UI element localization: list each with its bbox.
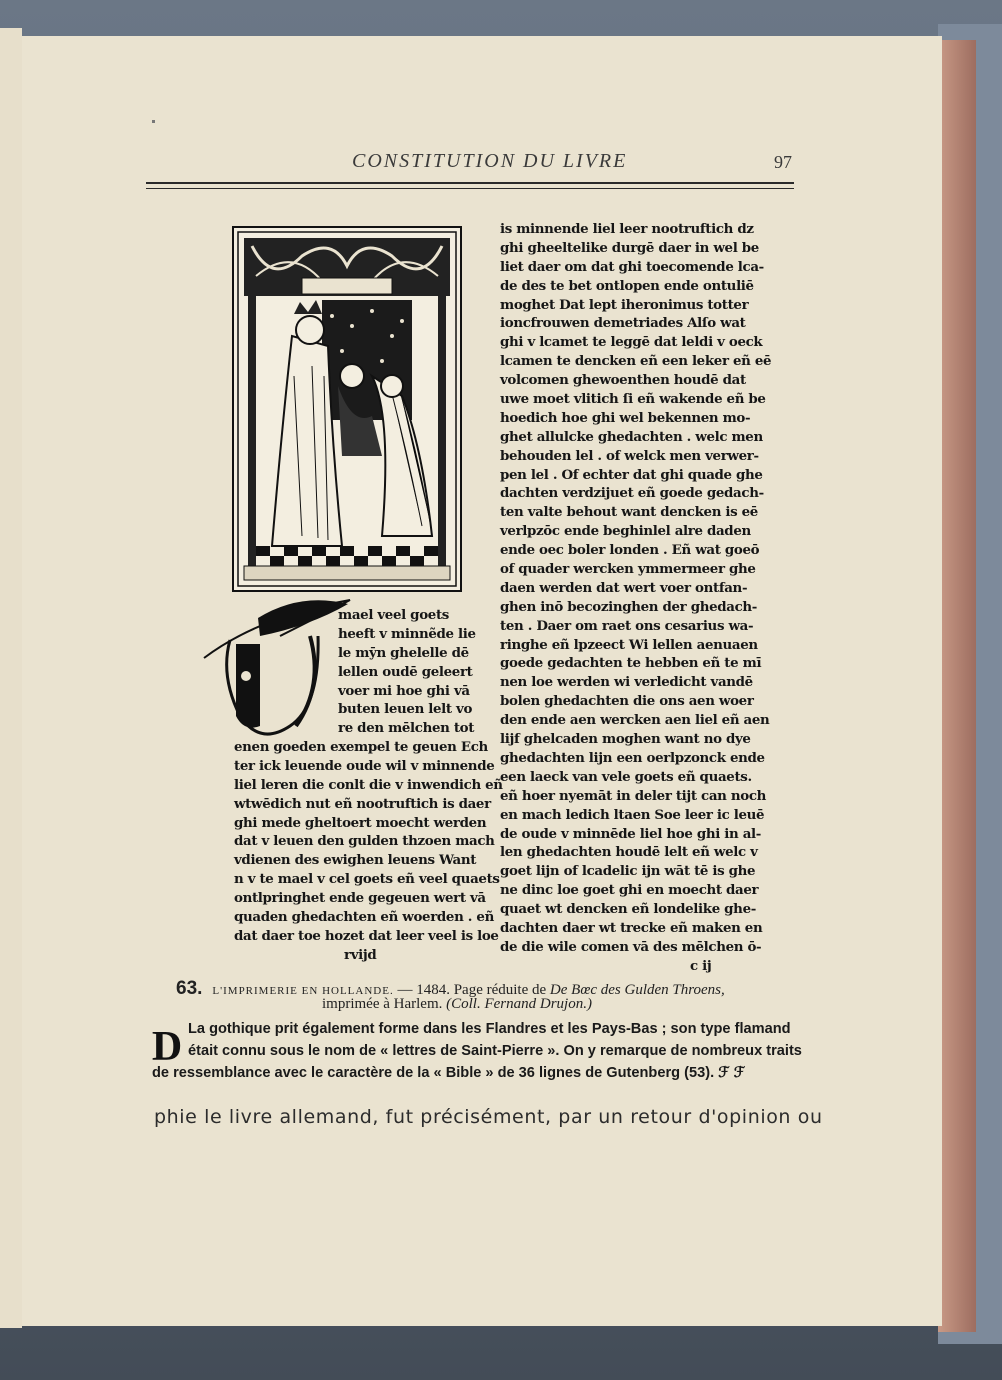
text-line: nen loe werden wi verledicht vandē (500, 674, 753, 691)
text-line: vdienen des ewighen leuens Want (234, 852, 477, 869)
text-line: een laeck van vele goets eñ quaets. (500, 768, 752, 785)
figure-number: 63. (176, 978, 203, 999)
book-page (22, 36, 942, 1326)
header-rule (146, 182, 794, 184)
facing-page-edge (0, 28, 22, 1328)
text-line: wtwēdich nut eñ nootruftich is daer (234, 795, 491, 812)
caption-title: De Bœc des Gulden Throens, (549, 982, 725, 998)
text-line: eñ hoer nyemāt in deler tijt can noch (500, 787, 767, 804)
text-line: ten valte behout want dencken is eē (500, 504, 758, 521)
text-line: ghi gheeltelike durgē daer in wel be (500, 239, 759, 256)
text-line: dat daer toe hozet dat leer veel is loe (234, 927, 499, 944)
caption-collection: (Coll. Fernand Drujon.) (446, 996, 592, 1012)
paragraph-line (152, 1062, 802, 1084)
text-line: ten . Daer om raet ons cesarius wa- (500, 617, 754, 634)
text-line: behouden lel . of welck men verwer- (500, 447, 759, 464)
text-line: ne dinc loe goet ghi en moecht daer (500, 882, 759, 899)
text-line: enen goeden exempel te geuen Ech (234, 739, 488, 755)
text-line: ghen inō becozinghen der ghedach- (500, 598, 757, 615)
body-text: phie le livre allemand, fut précisément, par un retour d'opinion ou (154, 1106, 823, 1128)
decorated-initial (200, 596, 360, 746)
caption-text-2: imprimée à Harlem. (322, 996, 447, 1012)
text-line: goet lijn of lcadelic ijn wāt tē is ghe (500, 863, 756, 880)
text-line: c ij (690, 957, 712, 974)
text-line: ter ick leuende oude wil v minnende (234, 757, 495, 774)
text-line: daen werden dat wert voer ontfan- (500, 579, 748, 596)
text-line: quaet wt dencken eñ londelike ghe- (500, 901, 756, 918)
text-line: voer mi hoe ghi vā (338, 682, 470, 699)
paragraph-line-text: de ressemblance avec le caractère de la « Bible » de 36 lignes de Gutenberg (53). (152, 1065, 715, 1081)
text-line: rvijd (344, 946, 377, 963)
running-head: CONSTITUTION DU LIVRE (352, 150, 628, 172)
text-line: de die wile comen vā des mēlchen ō- (500, 938, 762, 955)
paragraph-line: La gothique prit également forme dans les Flandres et les Pays-Bas ; son type flamand (188, 1021, 791, 1037)
text-line: volcomen ghewoenthen houdē dat (500, 372, 746, 389)
text-line: ontlpringhet ende gegeuen wert vā (234, 890, 486, 907)
text-line: de oude v minnēde liel hoe ghi in al- (500, 825, 761, 842)
text-line: liel leren die conlt die v inwendich eñ (234, 776, 503, 793)
header-rule-thin (146, 188, 794, 189)
text-line: goede gedachten te hebben eñ te mī (500, 655, 762, 672)
text-line: quaden ghedachten eñ woerden . eñ (234, 909, 494, 926)
text-line: hoedich hoe ghi wel bekennen mo- (500, 409, 751, 426)
page-number: 97 (774, 152, 792, 172)
text-line: lcamen te dencken eñ een leker eñ eē (500, 353, 772, 370)
caption-text: — 1484. Page réduite de (393, 982, 550, 998)
text-line: le mȳn ghelelle dē (338, 644, 469, 661)
blackletter-column-c (500, 220, 771, 976)
text-line: dachten daer wt trecke eñ maken en (500, 919, 763, 936)
text-line: n v te mael v cel goets eñ veel quaets (234, 871, 500, 888)
drop-cap-letter: D (152, 1024, 182, 1066)
text-line: ende oec boler londen . Eñ wat goeō (500, 542, 760, 559)
text-line: dachten verdzijuet eñ goede gedach- (500, 485, 764, 502)
text-line: ioncfrouwen demetriades Alſo wat (500, 315, 746, 332)
text-line: verlpzōc ende beghinlel alre daden (500, 523, 751, 540)
woodcut-illustration (232, 226, 462, 592)
text-line: moghet Dat lept iheronimus totter (500, 296, 749, 313)
text-line: ghet allulcke ghedachten . welc men (500, 428, 763, 445)
text-line: en mach ledich ltaen Soe leer ic leuē (500, 806, 765, 823)
text-line: dat v leuen den gulden thzoen mach (234, 833, 495, 850)
text-line: den ende aen wercken aen liel eñ aen (500, 712, 770, 729)
text-line: ghi v lcamet te leggē dat leldi v oeck (500, 334, 763, 351)
text-line: len ghedachten houdē lelt eñ welc v (500, 844, 758, 861)
figure-caption-line2 (322, 996, 592, 1013)
text-line: lellen oudē geleert (338, 663, 473, 680)
text-line: de des te bet ontlopen ende ontuliē (500, 277, 754, 294)
page-edges (938, 40, 976, 1332)
text-line: is minnende liel leer nootruftich dz (500, 221, 754, 237)
paper-speck (152, 120, 155, 123)
text-line: re den mēlchen tot (338, 720, 475, 737)
text-line: bolen ghedachten die ons aen woer (500, 693, 754, 710)
text-line: ringhe eñ lpzeect Wi lellen aenuaen (500, 636, 758, 653)
text-line: lijf ghelcaden moghen want no dye (500, 731, 751, 748)
text-line: ghedachten lijn een oerlpzonck ende (500, 749, 765, 766)
fleuron-ornament: ℱ ℱ (718, 1065, 746, 1081)
text-line: liet daer om dat ghi toecomende lca- (500, 258, 764, 275)
text-line: mael veel goets (338, 607, 449, 623)
text-line: buten leuen lelt vo (338, 701, 473, 718)
text-line: uwe moet vlitich ſi eñ wakende eñ be (500, 391, 766, 408)
blackletter-column-a (338, 606, 476, 738)
paragraph-line: était connu sous le nom de « lettres de Saint-Pierre ». On y remarque de nombreux traits (188, 1043, 802, 1059)
blackletter-column-b (234, 738, 503, 965)
text-line: of quader wercken ymmermeer ghe (500, 561, 756, 578)
paragraph (152, 1018, 802, 1084)
text-line: heeft v minnẽde lie (338, 625, 476, 642)
text-line: ghi mede gheltoert moecht werden (234, 814, 487, 831)
text-line: pen lel . Of echter dat ghi quade ghe (500, 466, 763, 483)
caption-label: L'IMPRIMERIE EN HOLLANDE. (212, 985, 394, 997)
